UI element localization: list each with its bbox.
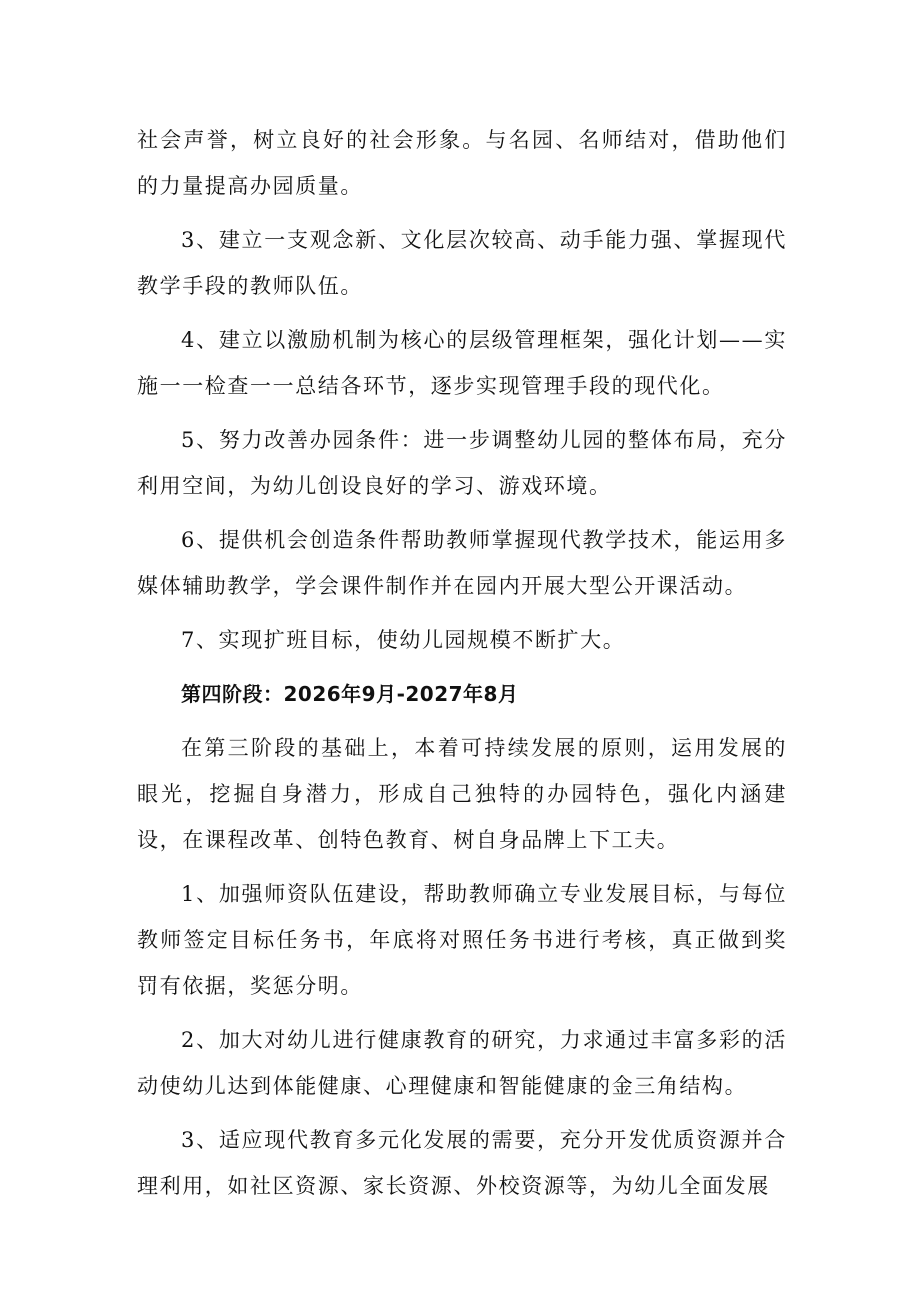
- paragraph-item-6: 6、提供机会创造条件帮助教师掌握现代教学技术，能运用多媒体辅助教学，学会课件制作并在园内开展大型公开课活动。: [137, 528, 787, 598]
- paragraph-stage-4-item-2: 2、加大对幼儿进行健康教育的研究，力求通过丰富多彩的活动使幼儿达到体能健康、心理健康和智能健康的金三角结构。: [137, 1028, 787, 1098]
- paragraph-stage-4-intro: 在第三阶段的基础上，本着可持续发展的原则，运用发展的眼光，挖掘自身潜力，形成自己独特的办园特色，强化内涵建设，在课程改革、创特色教育、树自身品牌上下工夫。: [137, 736, 787, 852]
- paragraph-item-7: 7、实现扩班目标，使幼儿园规模不断扩大。: [181, 628, 626, 652]
- paragraph-stage-4-item-3: 3、适应现代教育多元化发展的需要，充分开发优质资源并合理利用，如社区资源、家长资源、外校资源等，为幼儿全面发展: [137, 1128, 787, 1198]
- section-heading-stage-4: 第四阶段：2026年9月-2027年8月: [181, 682, 519, 706]
- paragraph-continuation: 社会声誉，树立良好的社会形象。与名园、名师结对，借助他们的力量提高办园质量。: [137, 128, 787, 198]
- paragraph-stage-4-item-1: 1、加强师资队伍建设，帮助教师确立专业发展目标，与每位教师签定目标任务书，年底将对照任务书进行考核，真正做到奖罚有依据，奖惩分明。: [137, 882, 787, 998]
- paragraph-item-5: 5、努力改善办园条件：进一步调整幼儿园的整体布局，充分利用空间，为幼儿创设良好的学习、游戏环境。: [137, 428, 787, 498]
- document-body: [137, 117, 787, 1217]
- paragraph-item-4: 4、建立以激励机制为核心的层级管理框架，强化计划——实施一一检查一一总结各环节，逐步实现管理手段的现代化。: [137, 328, 787, 398]
- paragraph-item-3: 3、建立一支观念新、文化层次较高、动手能力强、掌握现代教学手段的教师队伍。: [137, 228, 787, 298]
